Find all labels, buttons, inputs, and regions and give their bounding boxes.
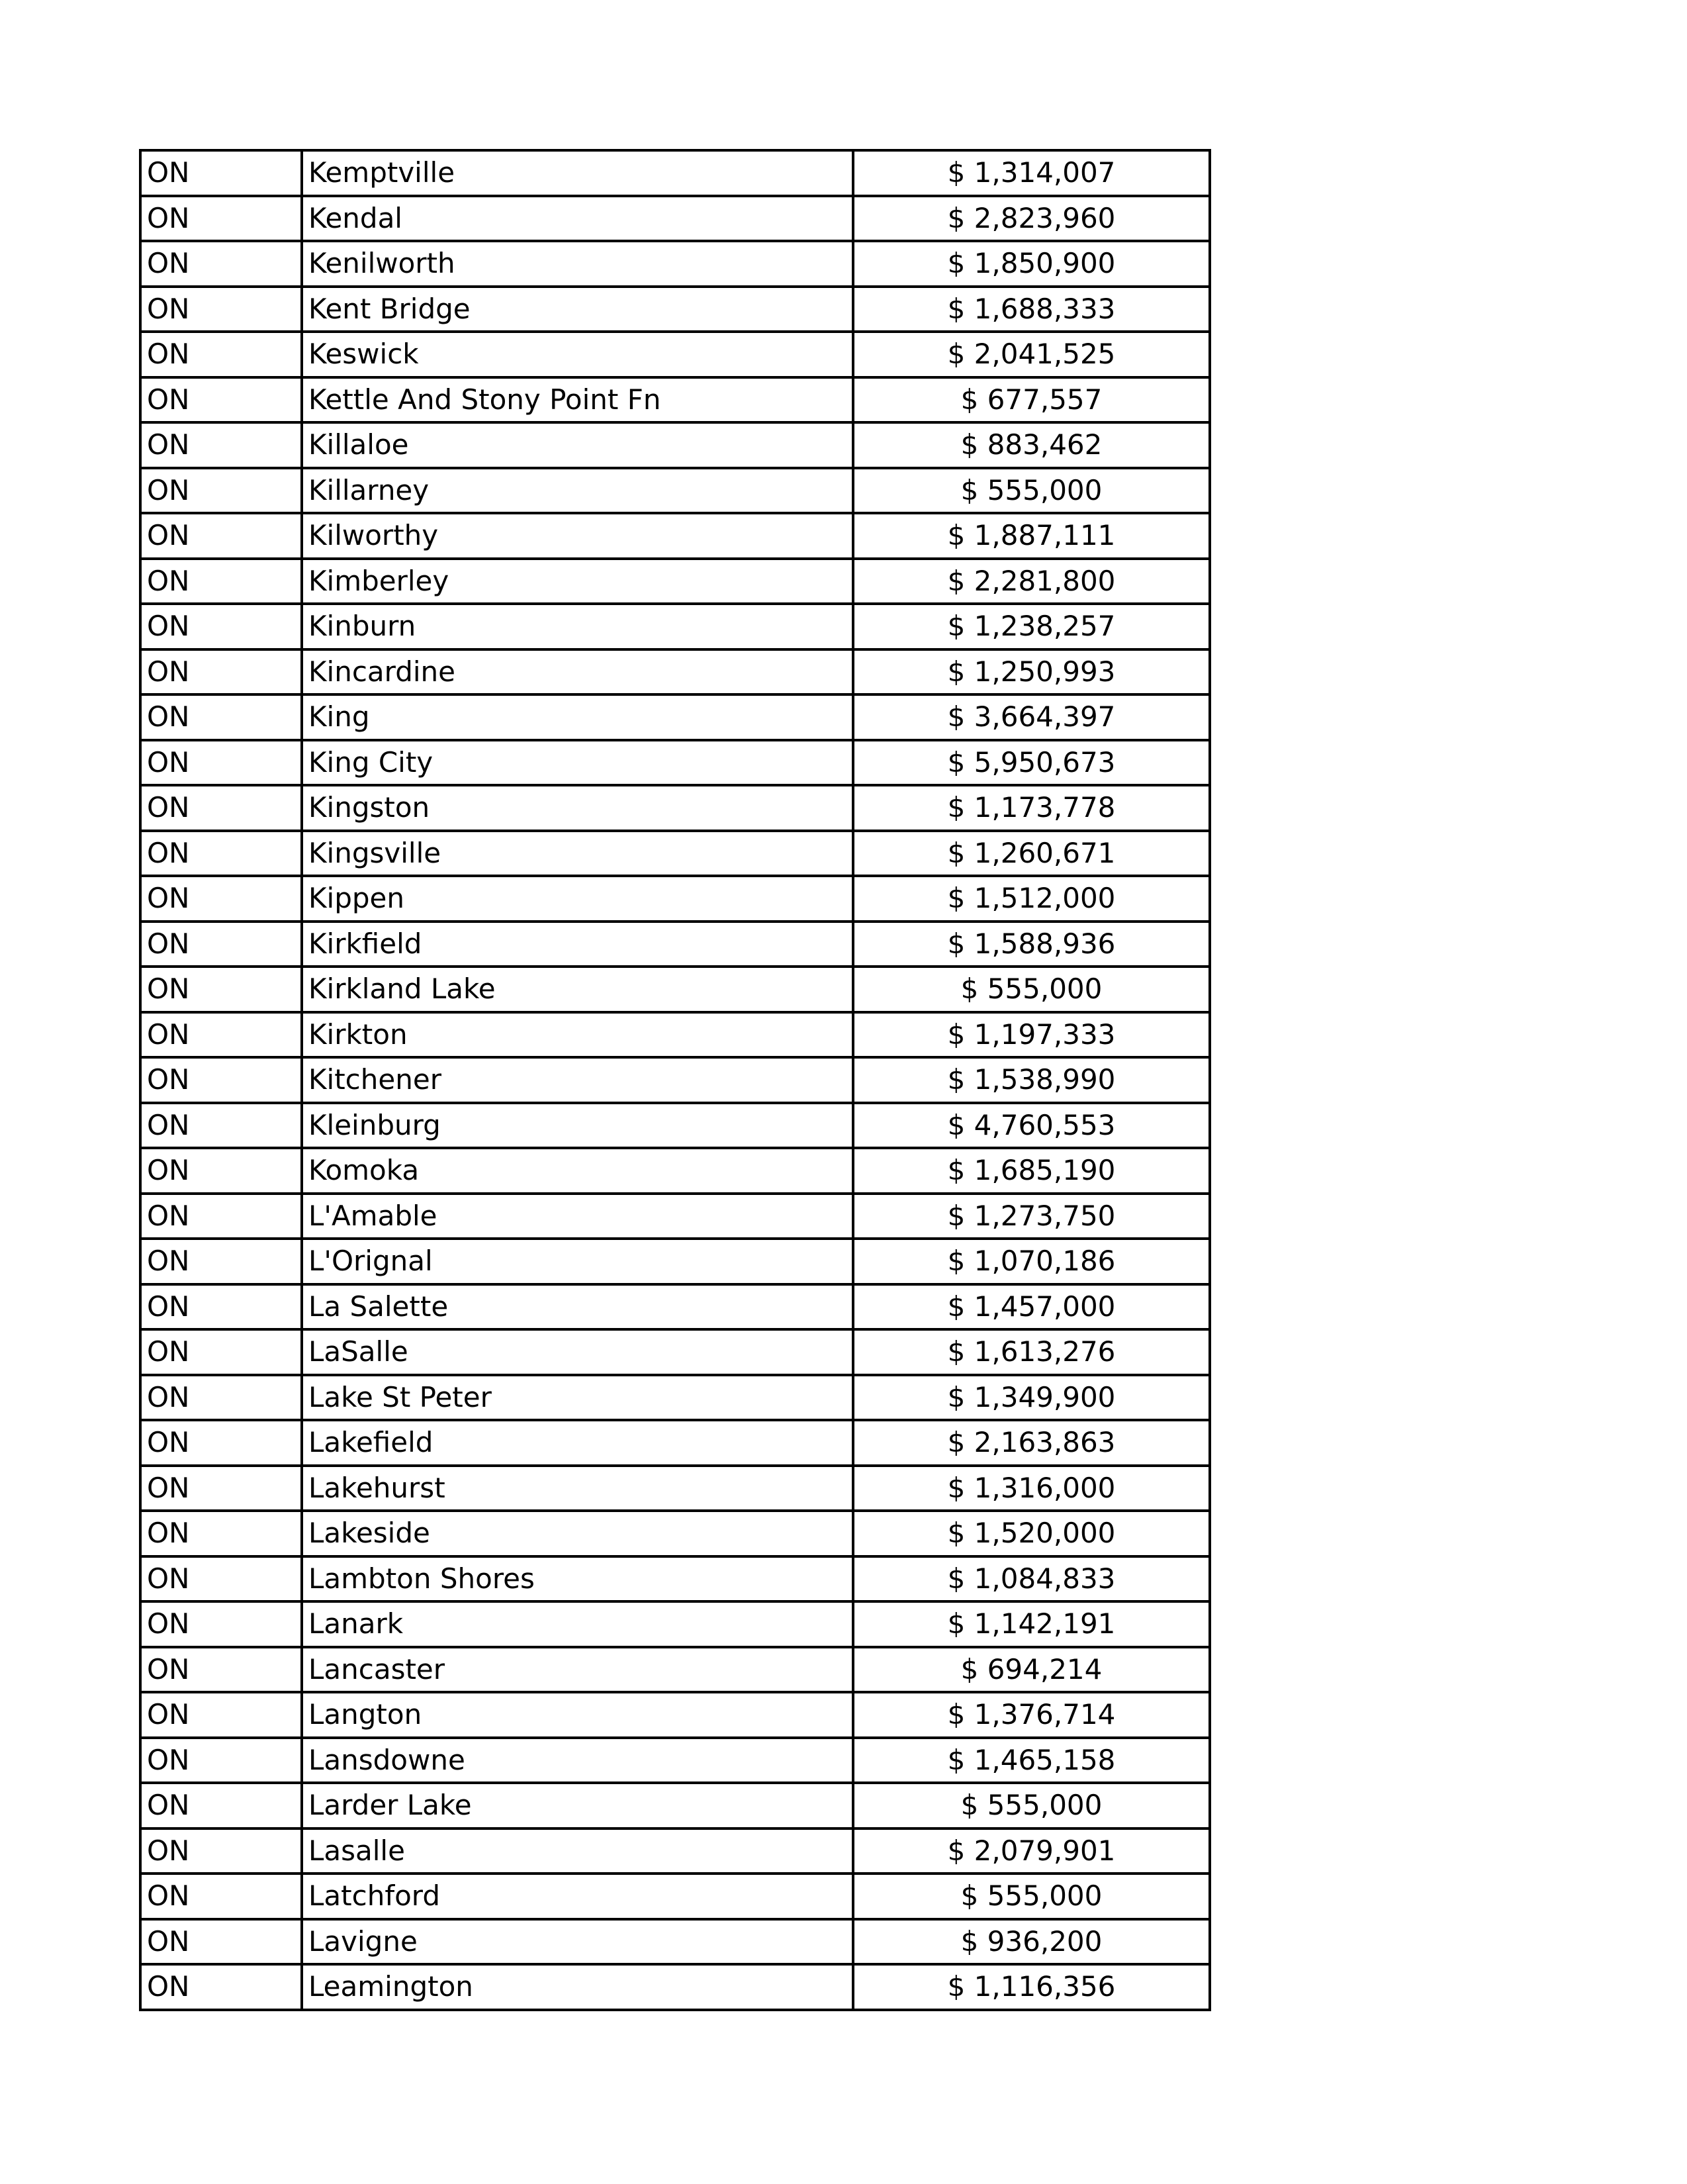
city-cell: Lake St Peter <box>302 1375 853 1421</box>
table-row <box>140 785 1210 831</box>
table-row <box>140 604 1210 649</box>
province-cell: ON <box>140 967 302 1012</box>
value-cell: $ 1,613,276 <box>853 1329 1210 1375</box>
province-cell: ON <box>140 1239 302 1284</box>
value-cell: $ 1,512,000 <box>853 876 1210 922</box>
table-row <box>140 1647 1210 1693</box>
table-row <box>140 1874 1210 1919</box>
value-cell: $ 1,465,158 <box>853 1738 1210 1783</box>
city-cell: Kirkton <box>302 1012 853 1058</box>
value-cell: $ 1,520,000 <box>853 1511 1210 1556</box>
province-cell: ON <box>140 1874 302 1919</box>
table-row <box>140 1103 1210 1149</box>
city-cell: Killarney <box>302 468 853 514</box>
value-cell: $ 2,163,863 <box>853 1420 1210 1466</box>
table-row <box>140 1420 1210 1466</box>
value-cell: $ 1,250,993 <box>853 649 1210 695</box>
table-row <box>140 1148 1210 1194</box>
city-cell: Lambton Shores <box>302 1556 853 1602</box>
city-cell: La Salette <box>302 1284 853 1330</box>
value-cell: $ 1,688,333 <box>853 287 1210 332</box>
table-row <box>140 422 1210 468</box>
table-row <box>140 694 1210 740</box>
province-cell: ON <box>140 740 302 786</box>
province-cell: ON <box>140 468 302 514</box>
value-cell: $ 2,281,800 <box>853 559 1210 604</box>
value-cell: $ 1,349,900 <box>853 1375 1210 1421</box>
province-cell: ON <box>140 196 302 242</box>
province-cell: ON <box>140 876 302 922</box>
province-cell: ON <box>140 1692 302 1738</box>
city-cell: Leamington <box>302 1964 853 2010</box>
table-row <box>140 287 1210 332</box>
province-cell: ON <box>140 287 302 332</box>
table-row <box>140 1601 1210 1647</box>
province-cell: ON <box>140 1420 302 1466</box>
table-row <box>140 241 1210 287</box>
value-cell: $ 5,950,673 <box>853 740 1210 786</box>
value-cell: $ 936,200 <box>853 1919 1210 1965</box>
value-cell: $ 1,238,257 <box>853 604 1210 649</box>
table-row <box>140 1466 1210 1511</box>
table-row <box>140 1828 1210 1874</box>
province-cell: ON <box>140 604 302 649</box>
table-row <box>140 332 1210 377</box>
city-cell: Lavigne <box>302 1919 853 1965</box>
value-cell: $ 1,070,186 <box>853 1239 1210 1284</box>
value-cell: $ 555,000 <box>853 967 1210 1012</box>
city-cell: LaSalle <box>302 1329 853 1375</box>
table-row <box>140 740 1210 786</box>
value-cell: $ 1,376,714 <box>853 1692 1210 1738</box>
table-row <box>140 1964 1210 2010</box>
value-cell: $ 1,538,990 <box>853 1057 1210 1103</box>
table-row <box>140 1556 1210 1602</box>
value-cell: $ 2,041,525 <box>853 332 1210 377</box>
value-cell: $ 1,273,750 <box>853 1194 1210 1239</box>
value-cell: $ 1,457,000 <box>853 1284 1210 1330</box>
province-cell: ON <box>140 1148 302 1194</box>
city-cell: Lakefield <box>302 1420 853 1466</box>
city-cell: Larder Lake <box>302 1783 853 1828</box>
table-row <box>140 377 1210 423</box>
city-cell: Kenilworth <box>302 241 853 287</box>
value-cell: $ 883,462 <box>853 422 1210 468</box>
province-cell: ON <box>140 831 302 877</box>
city-cell: Langton <box>302 1692 853 1738</box>
province-cell: ON <box>140 1964 302 2010</box>
value-cell: $ 1,685,190 <box>853 1148 1210 1194</box>
table-row <box>140 1012 1210 1058</box>
city-cell: Kilworthy <box>302 513 853 559</box>
province-cell: ON <box>140 1919 302 1965</box>
city-cell: Kippen <box>302 876 853 922</box>
city-cell: Kirkfield <box>302 922 853 967</box>
value-cell: $ 4,760,553 <box>853 1103 1210 1149</box>
province-cell: ON <box>140 1284 302 1330</box>
value-cell: $ 694,214 <box>853 1647 1210 1693</box>
city-cell: Lakeside <box>302 1511 853 1556</box>
table-row <box>140 468 1210 514</box>
city-cell: L'Amable <box>302 1194 853 1239</box>
province-cell: ON <box>140 1511 302 1556</box>
city-cell: Kleinburg <box>302 1103 853 1149</box>
city-cell: Kemptville <box>302 150 853 196</box>
table-row <box>140 1057 1210 1103</box>
province-cell: ON <box>140 1057 302 1103</box>
value-cell: $ 1,197,333 <box>853 1012 1210 1058</box>
value-cell: $ 555,000 <box>853 468 1210 514</box>
province-cell: ON <box>140 1103 302 1149</box>
province-cell: ON <box>140 785 302 831</box>
value-cell: $ 1,084,833 <box>853 1556 1210 1602</box>
province-cell: ON <box>140 150 302 196</box>
city-cell: Lasalle <box>302 1828 853 1874</box>
value-cell: $ 1,850,900 <box>853 241 1210 287</box>
city-cell: Kingsville <box>302 831 853 877</box>
value-cell: $ 555,000 <box>853 1874 1210 1919</box>
province-cell: ON <box>140 1601 302 1647</box>
table-body <box>140 150 1210 2010</box>
value-cell: $ 2,823,960 <box>853 196 1210 242</box>
table-row <box>140 1919 1210 1965</box>
city-cell: Kitchener <box>302 1057 853 1103</box>
city-cell: Keswick <box>302 332 853 377</box>
table-row <box>140 559 1210 604</box>
province-cell: ON <box>140 1647 302 1693</box>
table-row <box>140 831 1210 877</box>
table-row <box>140 1194 1210 1239</box>
value-cell: $ 1,260,671 <box>853 831 1210 877</box>
value-cell: $ 1,314,007 <box>853 150 1210 196</box>
province-cell: ON <box>140 922 302 967</box>
city-cell: Lanark <box>302 1601 853 1647</box>
value-cell: $ 1,173,778 <box>853 785 1210 831</box>
province-cell: ON <box>140 694 302 740</box>
table-row <box>140 513 1210 559</box>
city-cell: Kendal <box>302 196 853 242</box>
value-cell: $ 1,588,936 <box>853 922 1210 967</box>
city-cell: Kent Bridge <box>302 287 853 332</box>
city-cell: Lansdowne <box>302 1738 853 1783</box>
city-cell: Kincardine <box>302 649 853 695</box>
province-cell: ON <box>140 1828 302 1874</box>
province-cell: ON <box>140 1012 302 1058</box>
province-cell: ON <box>140 1194 302 1239</box>
city-cell: L'Orignal <box>302 1239 853 1284</box>
value-cell: $ 1,887,111 <box>853 513 1210 559</box>
province-cell: ON <box>140 1783 302 1828</box>
table-row <box>140 1329 1210 1375</box>
value-cell: $ 677,557 <box>853 377 1210 423</box>
city-cell: Kettle And Stony Point Fn <box>302 377 853 423</box>
table-row <box>140 1738 1210 1783</box>
province-cell: ON <box>140 559 302 604</box>
city-cell: Kimberley <box>302 559 853 604</box>
value-cell: $ 1,316,000 <box>853 1466 1210 1511</box>
value-cell: $ 3,664,397 <box>853 694 1210 740</box>
city-cell: King City <box>302 740 853 786</box>
city-cell: Latchford <box>302 1874 853 1919</box>
table-row <box>140 1692 1210 1738</box>
table-row <box>140 876 1210 922</box>
table-row <box>140 1783 1210 1828</box>
province-cell: ON <box>140 513 302 559</box>
table-row <box>140 150 1210 196</box>
city-cell: Kinburn <box>302 604 853 649</box>
city-cell: King <box>302 694 853 740</box>
province-cell: ON <box>140 377 302 423</box>
city-cell: Komoka <box>302 1148 853 1194</box>
table-row <box>140 649 1210 695</box>
province-cell: ON <box>140 1329 302 1375</box>
province-cell: ON <box>140 241 302 287</box>
table-row <box>140 1239 1210 1284</box>
province-cell: ON <box>140 1466 302 1511</box>
value-cell: $ 1,142,191 <box>853 1601 1210 1647</box>
province-cell: ON <box>140 1738 302 1783</box>
city-cell: Lancaster <box>302 1647 853 1693</box>
province-cell: ON <box>140 1556 302 1602</box>
province-cell: ON <box>140 649 302 695</box>
table-row <box>140 1511 1210 1556</box>
table-row <box>140 1284 1210 1330</box>
price-table <box>139 149 1211 2011</box>
value-cell: $ 2,079,901 <box>853 1828 1210 1874</box>
table-row <box>140 922 1210 967</box>
province-cell: ON <box>140 422 302 468</box>
city-cell: Kirkland Lake <box>302 967 853 1012</box>
province-cell: ON <box>140 1375 302 1421</box>
value-cell: $ 1,116,356 <box>853 1964 1210 2010</box>
table-row <box>140 967 1210 1012</box>
city-cell: Kingston <box>302 785 853 831</box>
value-cell: $ 555,000 <box>853 1783 1210 1828</box>
table-row <box>140 1375 1210 1421</box>
city-cell: Killaloe <box>302 422 853 468</box>
province-cell: ON <box>140 332 302 377</box>
city-cell: Lakehurst <box>302 1466 853 1511</box>
table-row <box>140 196 1210 242</box>
